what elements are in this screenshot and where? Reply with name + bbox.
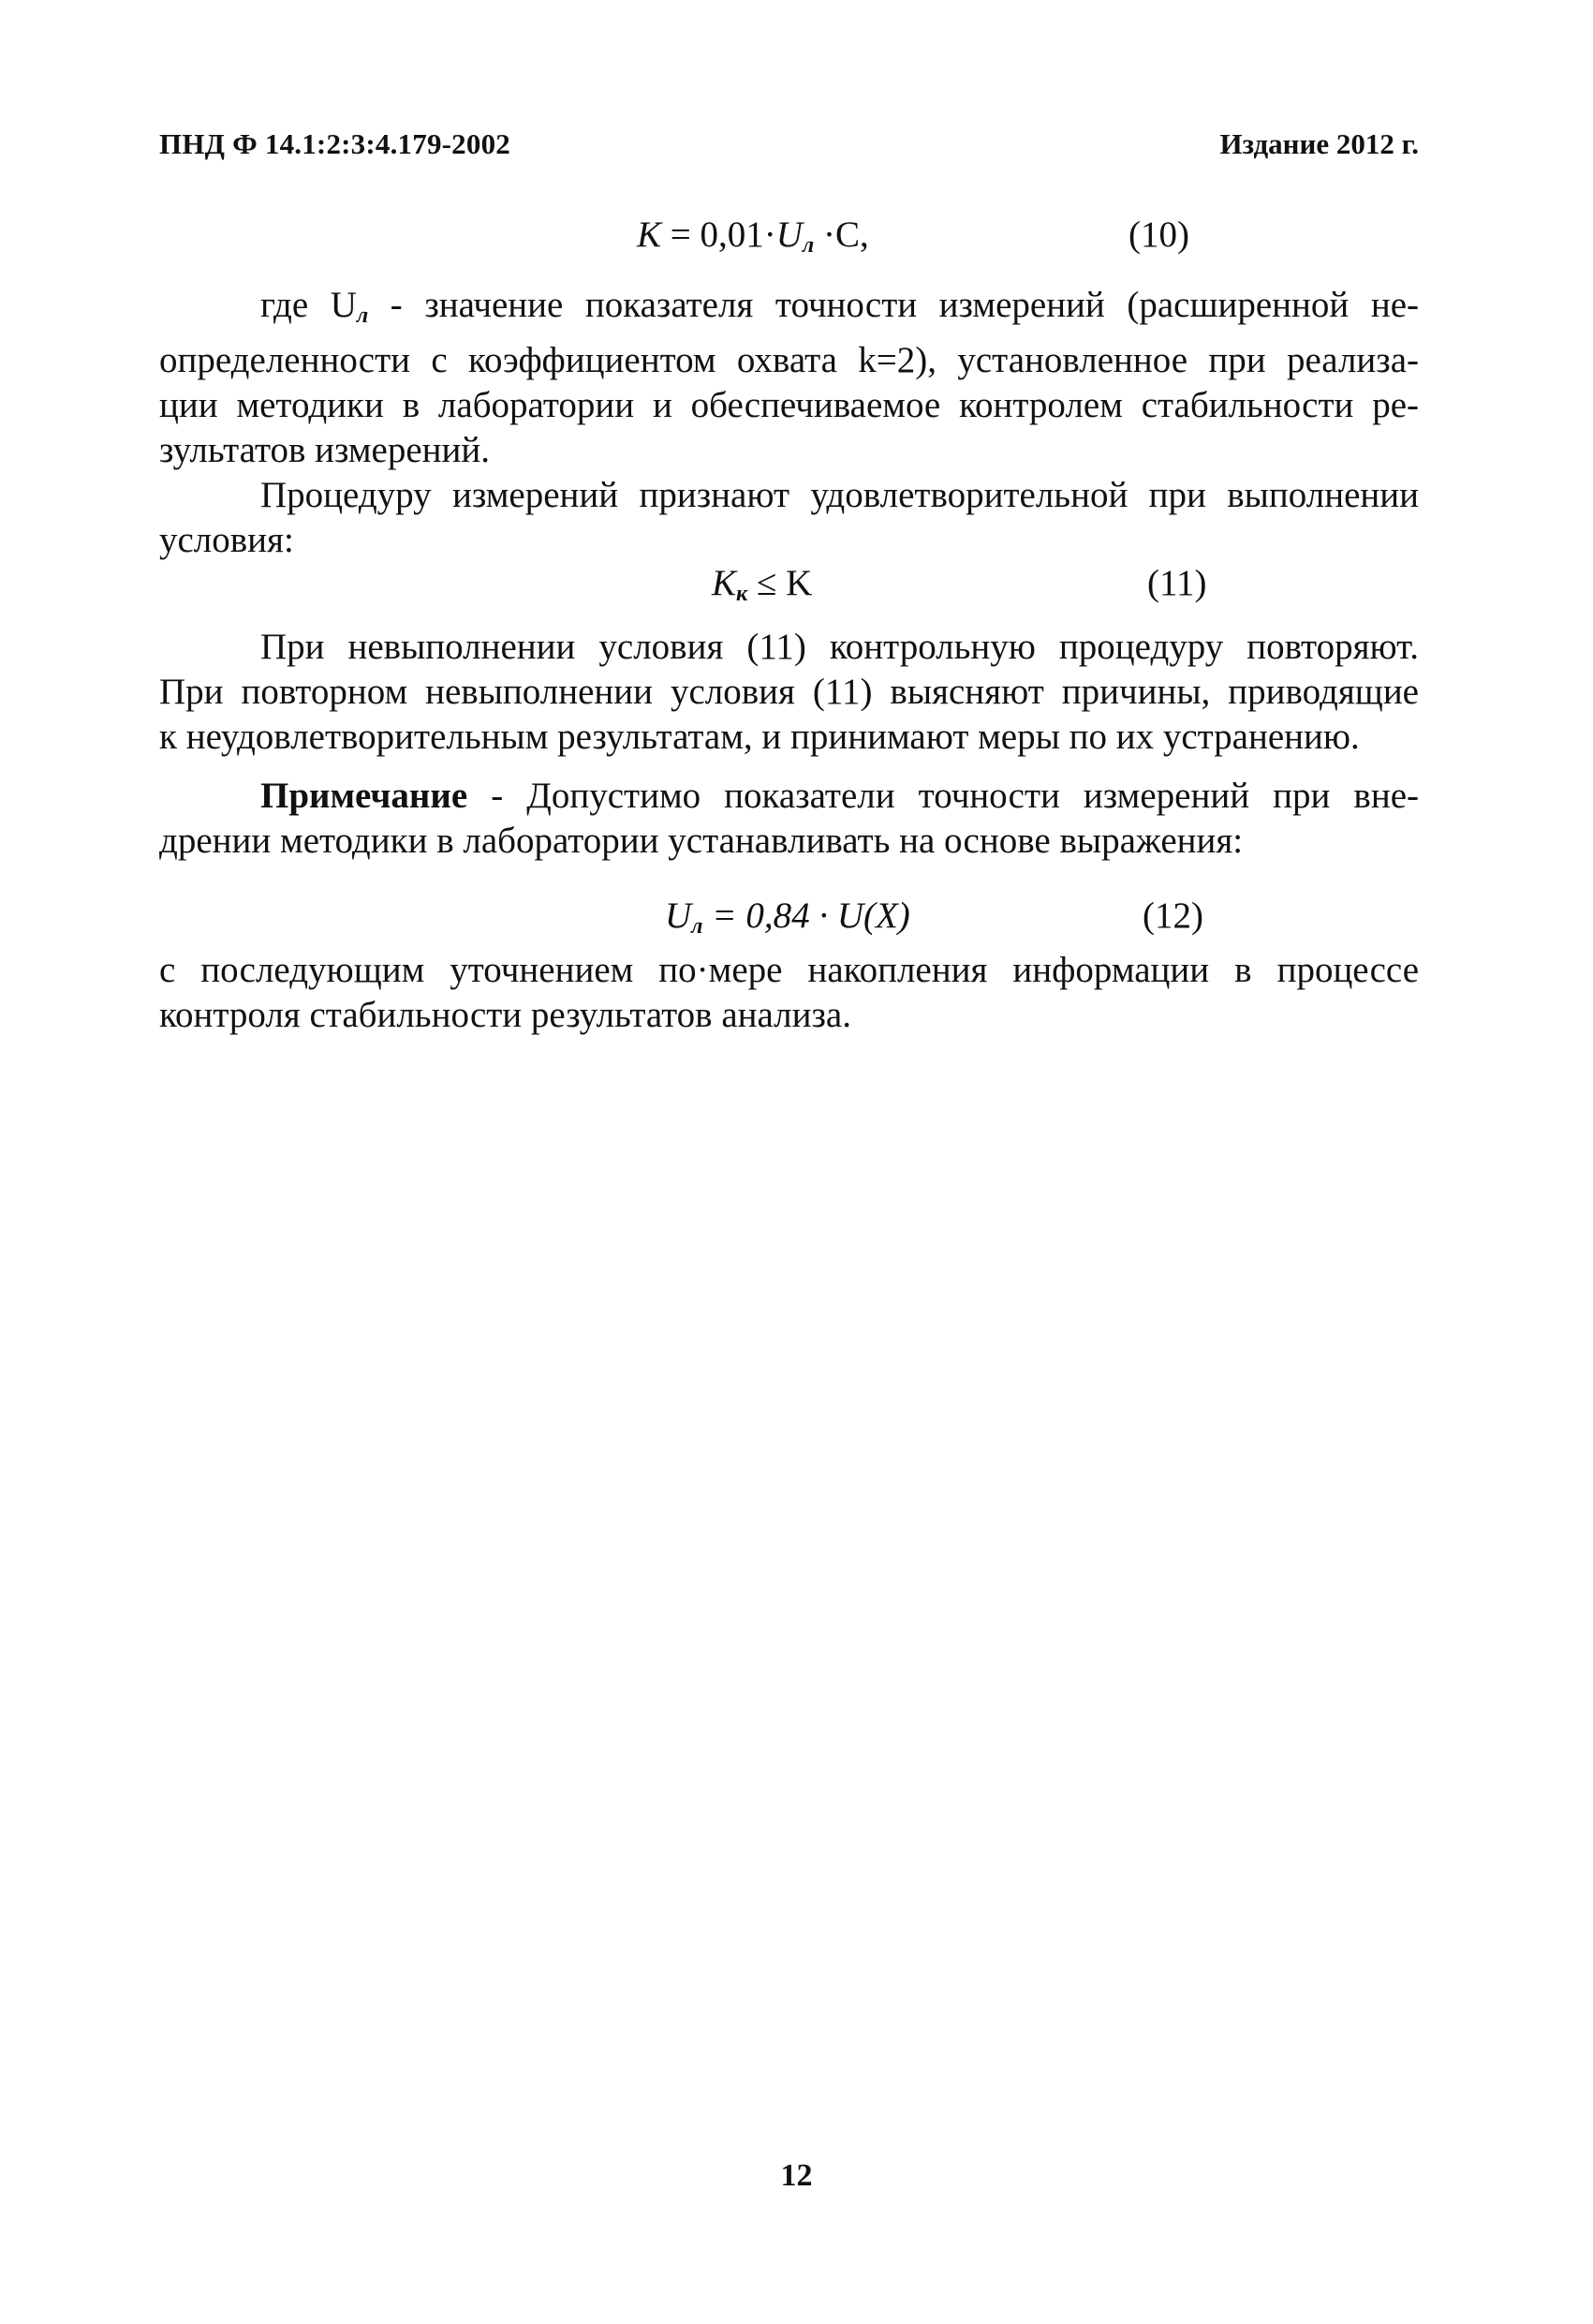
formula-11-rest: ≤ K — [747, 563, 813, 603]
paragraph-line: к неудовлетворительным результатам, и принимают меры по их устранению. — [159, 717, 1360, 757]
formula-11-number: (11) — [1147, 563, 1207, 603]
formula-10-u: U — [775, 215, 803, 255]
paragraph-where — [159, 283, 1419, 473]
paragraph-line: зультатов измерений. — [159, 430, 491, 470]
formula-10-tail: ·C, — [814, 215, 869, 255]
paragraph-line: где $U_л$ - значение показателя точности измерений (расширенной не- — [260, 285, 1419, 328]
formula-11-expression — [712, 562, 812, 607]
formula-11-lhs-sub: к — [736, 582, 748, 606]
paragraph-line: дрении методики в лаборатории устанавливать на основе выражения: — [159, 821, 1244, 861]
formula-11-lhs: K — [712, 563, 737, 603]
formula-10-number: (10) — [1128, 215, 1189, 255]
formula-10-eq: = 0,01· — [661, 215, 776, 255]
formula-12 — [159, 895, 1419, 951]
paragraph-line: При повторном невыполнении условия (11) выясняют причины, приводящие — [159, 672, 1419, 712]
page-number: 12 — [780, 2158, 813, 2193]
paragraph-line: определенности с коэффициентом охвата k=2), установленное при реализа- — [159, 340, 1419, 380]
paragraph-line: ции методики в лаборатории и обеспечиваемое контролем стабильности ре- — [159, 385, 1419, 425]
paragraph-after — [159, 948, 1419, 1038]
note-label: Примечание — [260, 776, 468, 816]
formula-12-expression — [665, 895, 910, 940]
formula-10-lhs: K — [637, 215, 662, 255]
formula-11 — [159, 562, 1419, 618]
formula-12-number: (12) — [1143, 896, 1203, 936]
paragraph-line: условия: — [159, 520, 294, 560]
paragraph-line: Процедуру измерений признают удовлетворительной при выполнении — [260, 475, 1419, 515]
paragraph-line: с последующим уточнением по·мере накопления информации в процессе — [159, 950, 1419, 990]
paragraph-line: При невыполнении условия (11) контрольную процедуру повторяют. — [260, 627, 1419, 667]
formula-12-rest: = 0,84 · U(X) — [702, 896, 910, 936]
edition-label: Издание 2012 г. — [1219, 127, 1419, 160]
formula-10-u-sub: л — [802, 233, 815, 258]
document-code: ПНД Ф 14.1:2:3:4.179-2002 — [159, 127, 510, 160]
formula-12-u-sub: л — [691, 914, 703, 939]
paragraph-line: Примечание - Допустимо показатели точности измерений при вне- — [260, 776, 1419, 816]
paragraph-note — [159, 774, 1419, 864]
formula-12-u: U — [665, 896, 692, 936]
formula-10-expression — [637, 214, 869, 259]
paragraph-procedure — [159, 473, 1419, 563]
paragraph-failure — [159, 625, 1419, 760]
paragraph-line: контроля стабильности результатов анализа. — [159, 995, 851, 1035]
formula-10 — [159, 214, 1419, 270]
